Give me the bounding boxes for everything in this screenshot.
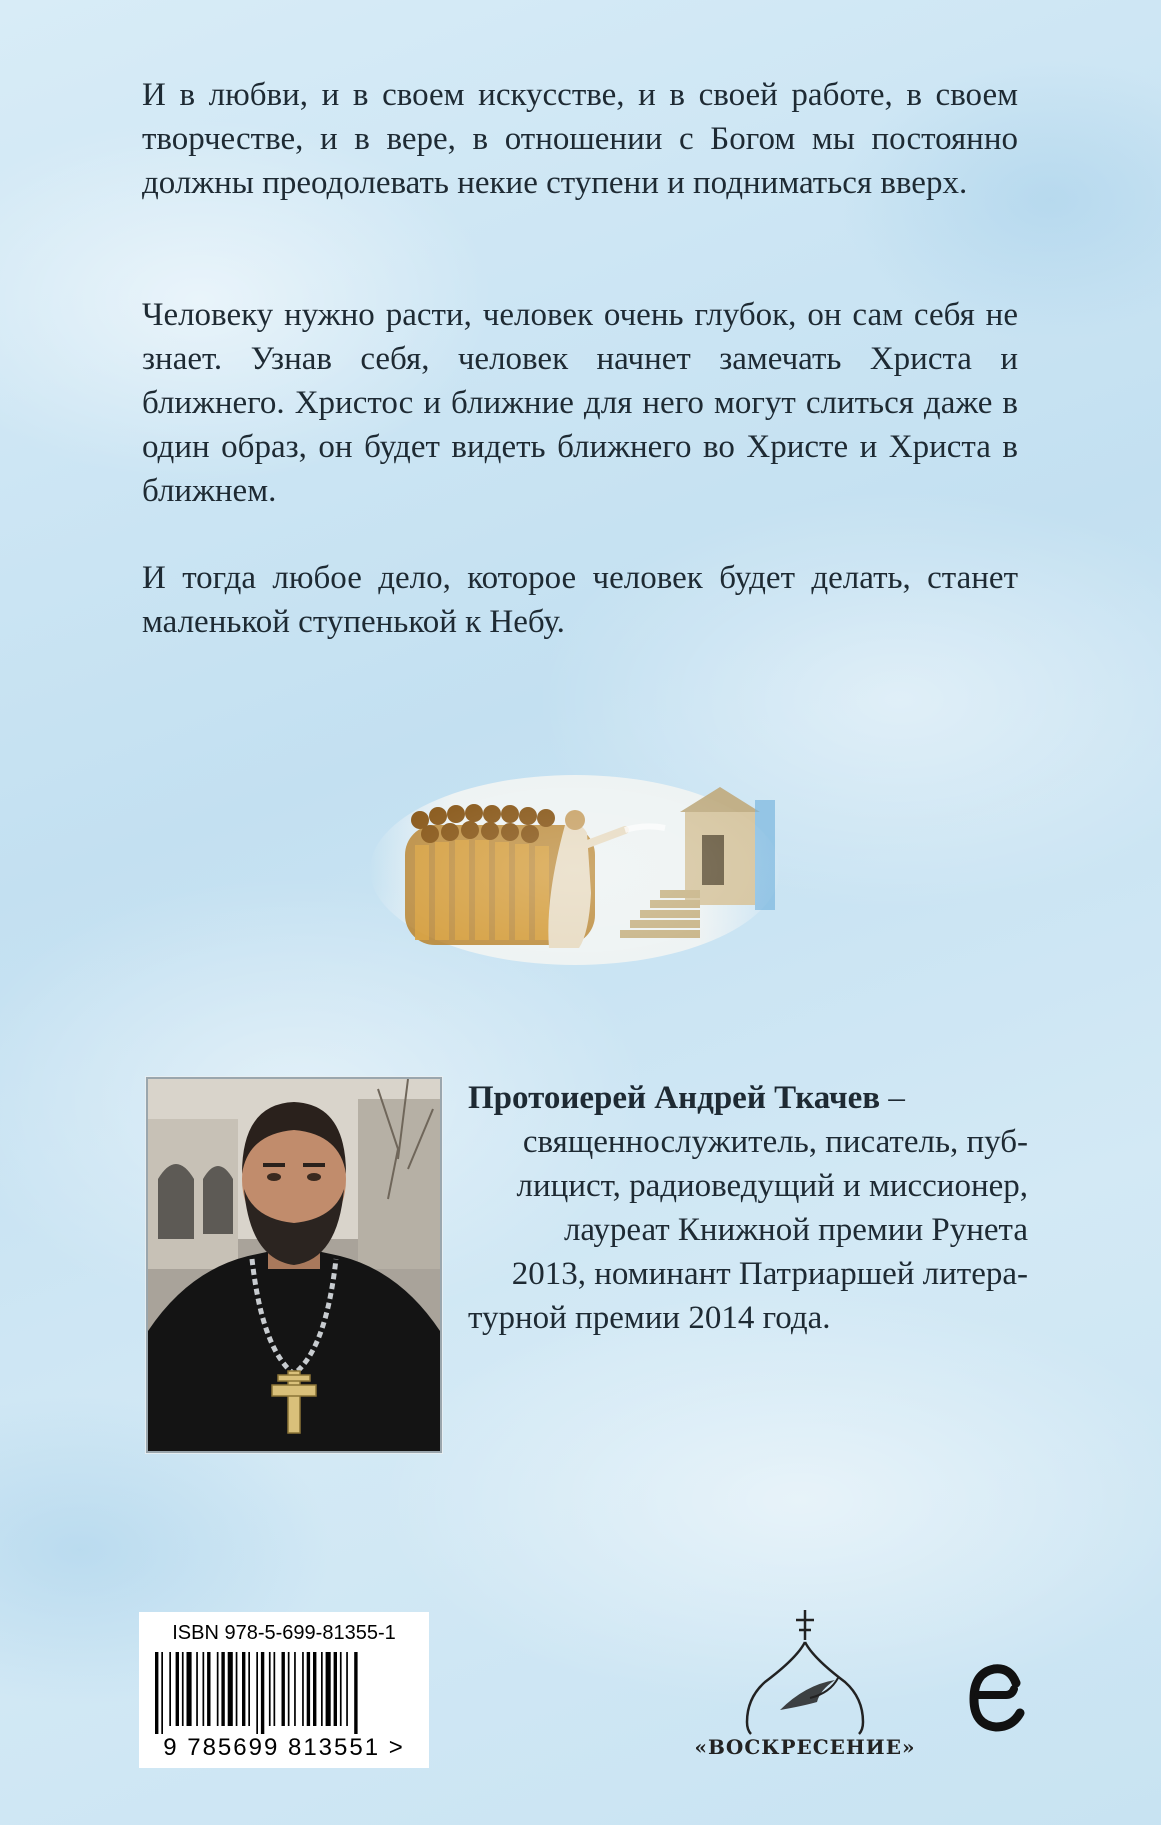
paragraph-2: Человеку нужно расти, человек очень глубок, он сам себя не знает. Узнав себя, человек начнет замечать Христа и ближнего. Христос и ближние для него могут слиться даже в один образ, он будет видеть ближнего во Христе и Христа в ближнем.: [142, 297, 1018, 509]
author-photo: [146, 1077, 442, 1453]
bio-line-3: лауреат Книжной премии Рунета: [563, 1212, 1028, 1248]
eksmo-e-logo: [968, 1655, 1028, 1735]
bio-line-2: лицист, радиоведущий и миссионер,: [516, 1168, 1028, 1204]
bio-line-5: турной премии 2014 года.: [468, 1300, 831, 1336]
author-bio: [468, 1076, 1028, 1340]
author-dash: –: [880, 1080, 905, 1116]
barcode-block: [139, 1612, 429, 1768]
barcode-bars: [149, 1652, 419, 1734]
author-name: Протоиерей Андрей Ткачев: [468, 1080, 881, 1116]
isbn-label: ISBN 978-5-699-81355-1: [172, 1622, 396, 1644]
publisher-name: «ВОСКРЕСЕНИЕ»: [694, 1735, 916, 1759]
paragraph-1: И в любви, и в своем искусстве, и в своей работе, в своем творчестве, и в вере, в отношении с Богом мы постоянно должны преодолевать некие ступени и подниматься вверх.: [142, 77, 1018, 201]
barcode-digits: 9 785699 813551 >: [163, 1734, 405, 1761]
paragraph-3: И тогда любое дело, которое человек будет делать, станет маленькой ступенькой к Небу.: [142, 560, 1018, 640]
bio-line-1: священнослужитель, писатель, пуб-: [522, 1124, 1028, 1160]
fresco-illustration: [370, 770, 780, 970]
bio-line-4: 2013, номинант Патриаршей литера-: [511, 1256, 1028, 1292]
